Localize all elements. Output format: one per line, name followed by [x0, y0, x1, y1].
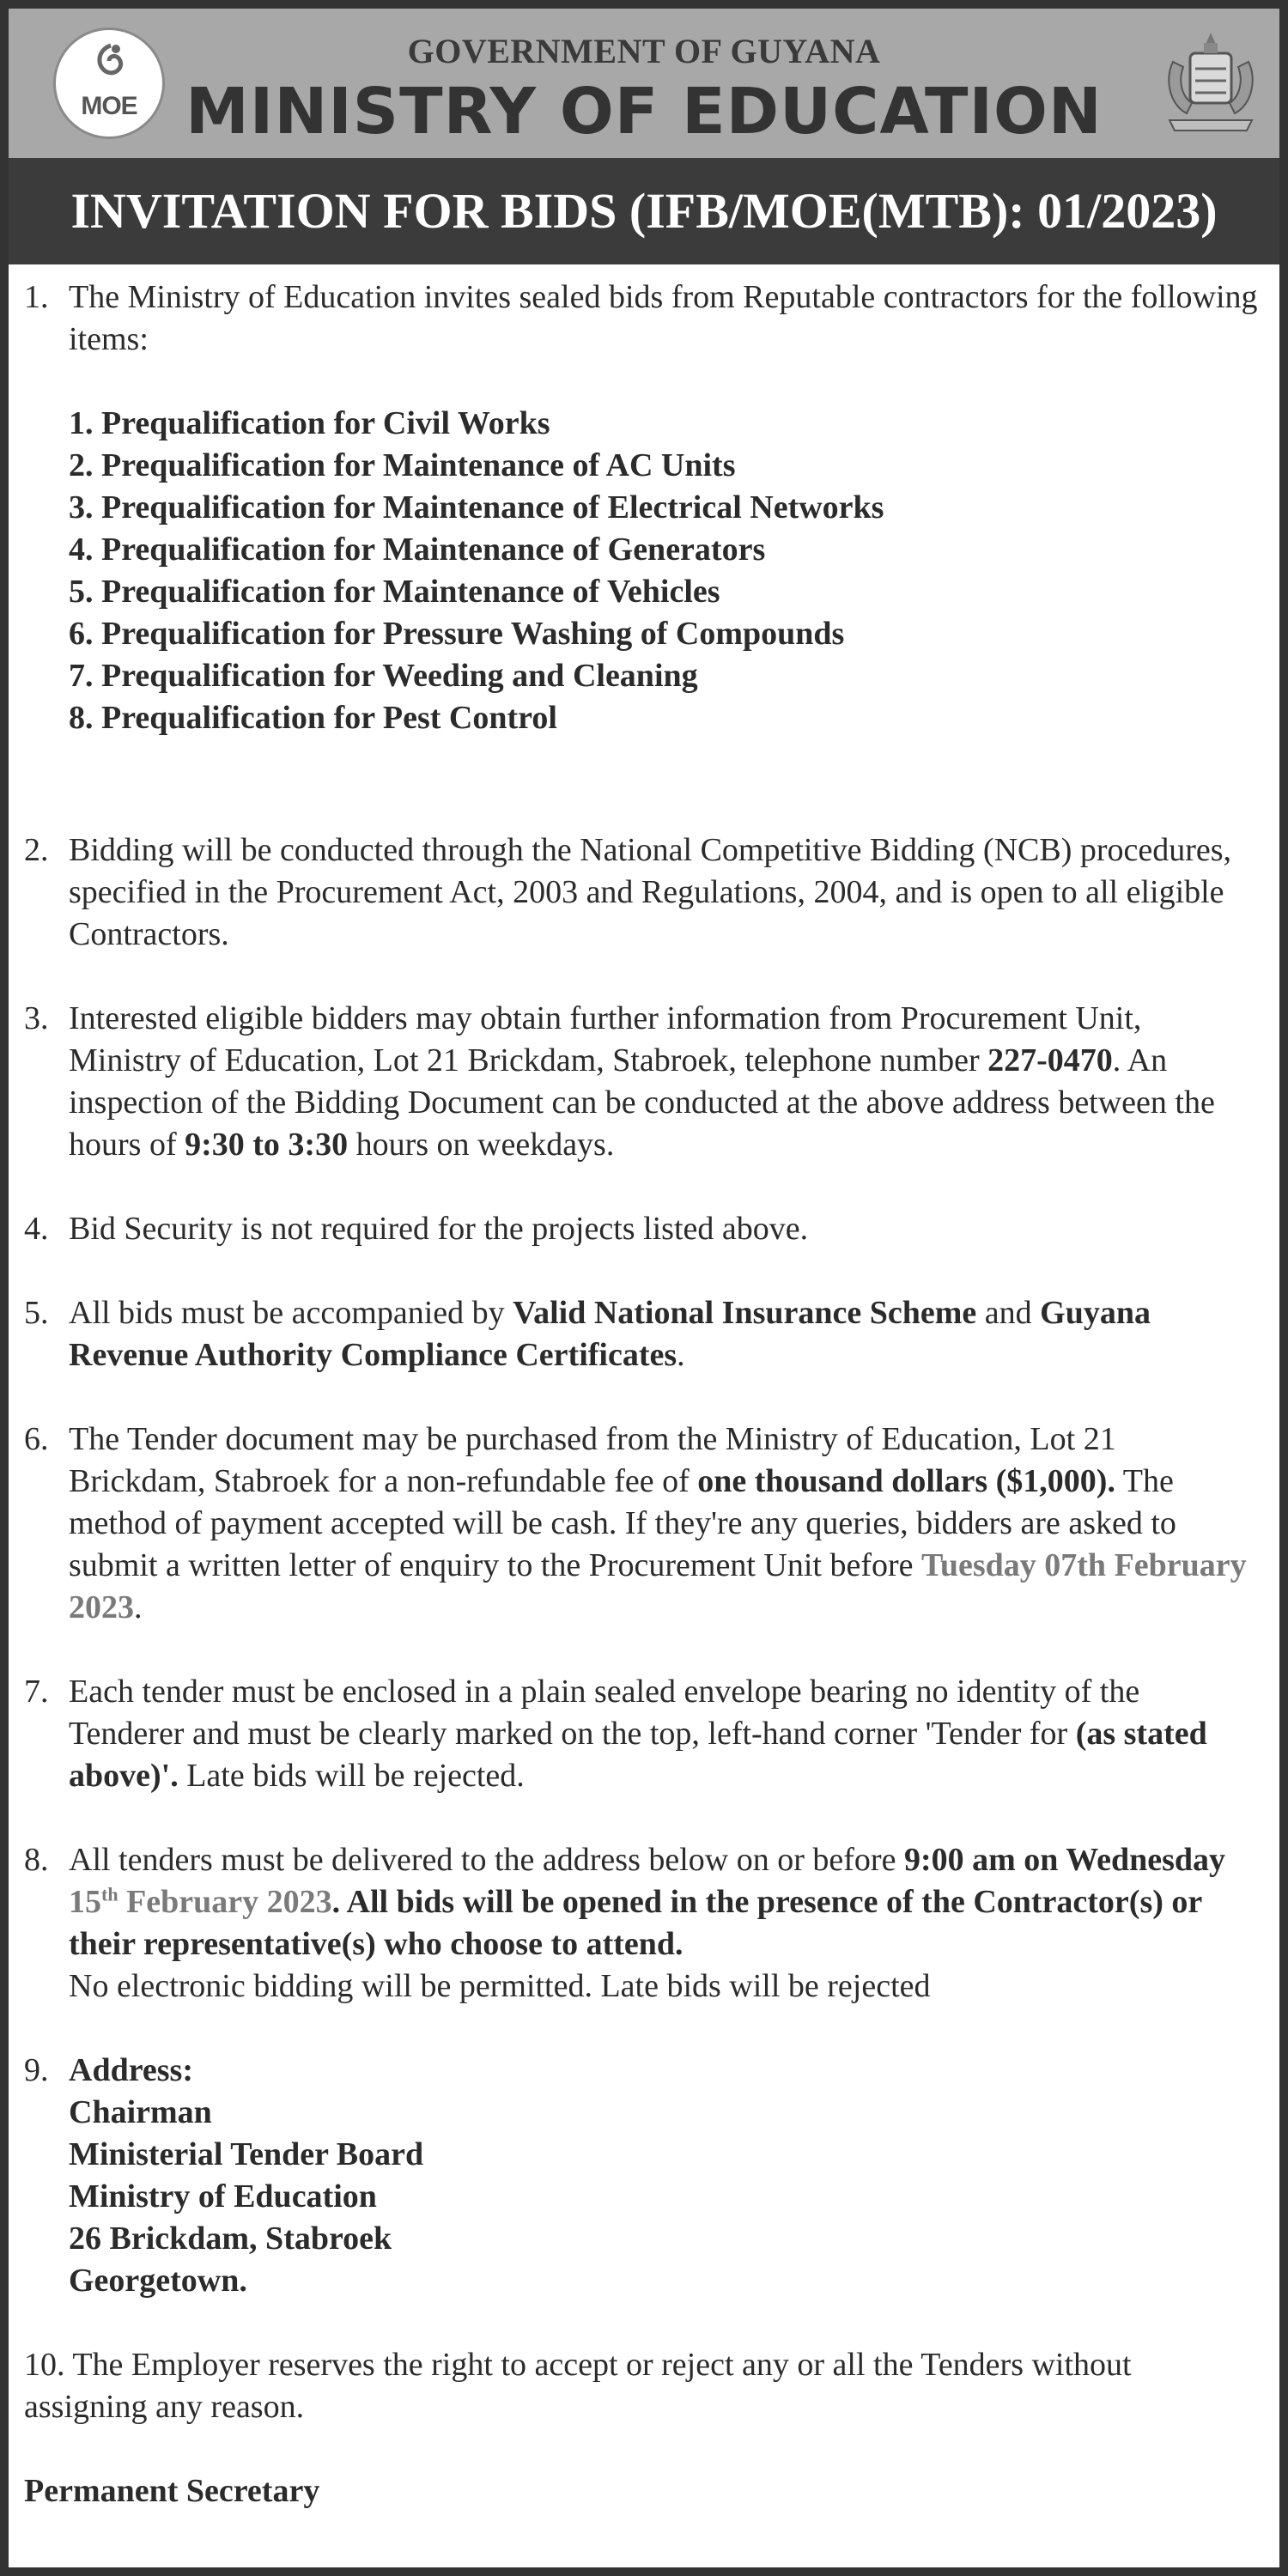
paragraph-text: . — [134, 1589, 143, 1625]
delivery-month: February 2023 — [126, 1884, 332, 1920]
paragraph-number: 7. — [24, 1674, 49, 1710]
list-item: 8. Prequalification for Pest Control — [69, 700, 557, 736]
paragraph-text: All bids must be accompanied by — [69, 1295, 505, 1331]
address-line: Ministerial Tender Board — [69, 2136, 424, 2172]
paragraph-6 — [24, 1419, 1261, 1629]
day-suffix: th — [101, 1883, 118, 1905]
paragraph-number: 4. — [24, 1211, 49, 1247]
signature: Permanent Secretary — [24, 2473, 320, 2509]
header-band — [9, 9, 1279, 158]
paragraph-text: No electronic bidding will be permitted. Late bids will be rejected — [69, 1968, 931, 2004]
paragraph-text: . An inspection of the Bidding Document can be conducted at the above address between the hours of — [69, 1042, 1215, 1163]
list-item: 2. Prequalification for Maintenance of AC Units — [69, 447, 736, 483]
coat-of-arms-icon — [1157, 27, 1264, 139]
paragraph-1 — [24, 276, 1261, 739]
address-line: Georgetown. — [69, 2263, 247, 2299]
paragraph-number: 5. — [24, 1295, 49, 1331]
paragraph-text: The method of payment accepted will be cash. If they're any queries, bidders are asked to submit a written letter of enquiry to the Procurement Unit before — [69, 1463, 1176, 1583]
paragraph-5 — [24, 1292, 1261, 1376]
inspection-hours: 9:30 to 3:30 — [185, 1127, 349, 1163]
paragraph-number: 8. — [24, 1842, 49, 1878]
paragraph-number: 3. — [24, 1000, 49, 1036]
item-list — [69, 403, 1261, 739]
phone-number: 227-0470 — [987, 1042, 1113, 1078]
paragraph-4 — [24, 1208, 1261, 1250]
paragraph-8 — [24, 1839, 1261, 2008]
tender-fee: one thousand dollars ($1,000). — [697, 1463, 1115, 1499]
paragraph-text: All tenders must be delivered to the address below on or before — [69, 1842, 896, 1878]
paragraph-9 — [24, 2050, 1261, 2302]
paragraph-text: Each tender must be enclosed in a plain sealed envelope bearing no identity of the Tenderer and must be clearly marked on the top, left-hand corner 'Tender for — [69, 1674, 1140, 1752]
list-item: 4. Prequalification for Maintenance of Generators — [69, 532, 766, 568]
gra-requirement: Guyana Revenue Authority Compliance Certificates — [69, 1295, 1151, 1373]
delivery-time: 9:00 am on Wednesday — [903, 1842, 1226, 1878]
paragraph-10 — [24, 2344, 1261, 2428]
opening-notice: . All bids will be opened in the presence of the Contractor(s) or their representative(s) who choose to attend. — [69, 1884, 1202, 1962]
logo-text: MOE — [81, 92, 137, 120]
paragraph-text: and — [984, 1295, 1032, 1331]
address-line: 26 Brickdam, Stabroek — [69, 2221, 392, 2257]
notice-body — [24, 276, 1261, 2512]
nis-requirement: Valid National Insurance Scheme — [513, 1295, 977, 1331]
paragraph-2 — [24, 829, 1261, 956]
paragraph-text: Bid Security is not required for the projects listed above. — [69, 1211, 809, 1247]
address-line: Chairman — [69, 2094, 212, 2130]
marking-instruction: (as stated above)'. — [69, 1716, 1207, 1794]
paragraph-text: hours on weekdays. — [355, 1127, 615, 1163]
enquiry-deadline: Tuesday 07th February 2023 — [69, 1547, 1247, 1625]
paragraph-7 — [24, 1671, 1261, 1797]
paragraph-3 — [24, 998, 1261, 1166]
address-label: Address: — [69, 2052, 193, 2088]
delivery-day: 15 — [69, 1884, 101, 1920]
delivery-date — [69, 1884, 332, 1920]
paragraph-text: The Ministry of Education invites sealed bids from Reputable contractors for the following items: — [69, 279, 1258, 357]
paragraph-number: 1. — [24, 279, 49, 315]
paragraph-text: . — [677, 1337, 685, 1373]
paragraph-number: 2. — [24, 832, 49, 868]
ministry-heading: MINISTRY OF EDUCATION — [185, 75, 1103, 149]
paragraph-number: 9. — [24, 2052, 49, 2088]
paragraph-number: 6. — [24, 1421, 49, 1457]
paragraph-text: Interested eligible bidders may obtain further information from Procurement Unit, Ministry of Education, Lot 21 Brickdam, Stabroek, telephone number — [69, 1000, 1142, 1078]
paragraph-text: The Tender document may be purchased from the Ministry of Education, Lot 21 Brickdam, Stabroek for a non-refundable fee of — [69, 1421, 1116, 1499]
paragraph-text: Bidding will be conducted through the National Competitive Bidding (NCB) procedures, specified in the Procurement Act, 2003 and Regulations, 2004, and is open to all eligible Contractors. — [69, 832, 1232, 952]
page-title: INVITATION FOR BIDS (IFB/MOE(MTB): 01/2023) — [9, 158, 1279, 264]
list-item: 1. Prequalification for Civil Works — [69, 405, 550, 441]
list-item: 5. Prequalification for Maintenance of Vehicles — [69, 574, 720, 610]
paragraph-text: Late bids will be rejected. — [186, 1758, 525, 1794]
list-item: 3. Prequalification for Maintenance of Electrical Networks — [69, 489, 884, 526]
government-heading: GOVERNMENT OF GUYANA — [407, 32, 881, 70]
paragraph-text: 10. The Employer reserves the right to accept or reject any or all the Tenders without assigning any reason. — [24, 2347, 1132, 2425]
list-item: 7. Prequalification for Weeding and Cleaning — [69, 658, 698, 694]
address-line: Ministry of Education — [69, 2178, 377, 2215]
list-item: 6. Prequalification for Pressure Washing of Compounds — [69, 616, 845, 652]
